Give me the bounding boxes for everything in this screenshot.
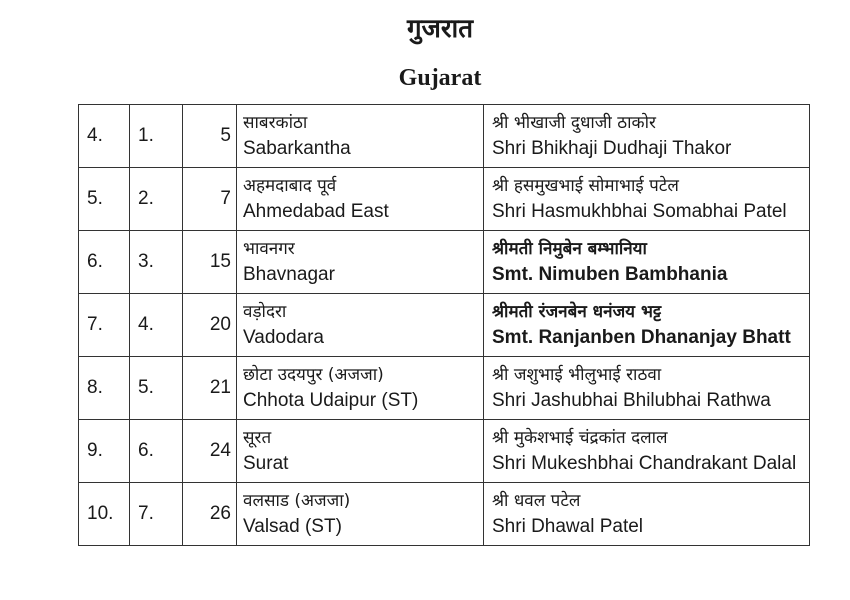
constituency-english: Ahmedabad East xyxy=(243,201,389,222)
constituency-cell xyxy=(237,420,484,483)
candidate-hindi: श्री भीखाजी दुधाजी ठाकोर xyxy=(492,113,656,133)
constituency-cell xyxy=(237,231,484,294)
candidate-english: Shri Mukeshbhai Chandrakant Dalal xyxy=(492,453,797,474)
candidate-cell xyxy=(484,483,810,546)
candidate-hindi: श्रीमती रंजनबेन धनंजय भट्ट xyxy=(492,302,662,322)
candidate-table xyxy=(78,104,810,546)
serial-cell: 8. xyxy=(79,357,130,420)
candidate-english: Smt. Nimuben Bambhania xyxy=(492,264,728,285)
state-serial-cell: 1. xyxy=(130,105,183,168)
candidate-hindi: श्री हसमुखभाई सोमाभाई पटेल xyxy=(492,176,679,196)
state-serial-cell: 7. xyxy=(130,483,183,546)
candidate-english: Shri Dhawal Patel xyxy=(492,516,644,537)
constituency-hindi: वलसाड (अजजा) xyxy=(243,491,351,511)
state-serial-cell: 4. xyxy=(130,294,183,357)
state-serial-cell: 5. xyxy=(130,357,183,420)
serial-cell: 5. xyxy=(79,168,130,231)
table-row xyxy=(79,420,810,483)
page-title-hindi: गुजरात xyxy=(406,14,474,44)
state-serial-cell: 2. xyxy=(130,168,183,231)
constituency-cell xyxy=(237,357,484,420)
candidate-english: Shri Jashubhai Bhilubhai Rathwa xyxy=(492,390,771,411)
candidate-english: Shri Bhikhaji Dudhaji Thakor xyxy=(492,138,732,159)
candidate-cell xyxy=(484,357,810,420)
constituency-english: Chhota Udaipur (ST) xyxy=(243,390,419,411)
constituency-english: Bhavnagar xyxy=(243,264,335,285)
table-row xyxy=(79,357,810,420)
candidate-cell xyxy=(484,105,810,168)
candidate-english: Smt. Ranjanben Dhananjay Bhatt xyxy=(492,327,791,348)
serial-cell: 4. xyxy=(79,105,130,168)
table-row xyxy=(79,231,810,294)
constituency-cell xyxy=(237,294,484,357)
candidate-cell xyxy=(484,420,810,483)
constituency-hindi: साबरकांठा xyxy=(243,113,308,133)
constituency-cell xyxy=(237,483,484,546)
constituency-english: Surat xyxy=(243,453,289,474)
candidate-cell xyxy=(484,294,810,357)
candidate-hindi: श्रीमती निमुबेन बम्भानिया xyxy=(492,239,647,259)
candidate-hindi: श्री धवल पटेल xyxy=(492,491,581,511)
serial-cell: 6. xyxy=(79,231,130,294)
candidate-english: Shri Hasmukhbhai Somabhai Patel xyxy=(492,201,787,222)
constituency-hindi: छोटा उदयपुर (अजजा) xyxy=(243,365,384,385)
candidate-hindi: श्री जशुभाई भीलुभाई राठवा xyxy=(492,365,662,385)
pc-number-cell: 20 xyxy=(183,294,237,357)
constituency-hindi: सूरत xyxy=(243,428,272,448)
serial-cell: 9. xyxy=(79,420,130,483)
constituency-cell xyxy=(237,168,484,231)
constituency-english: Valsad (ST) xyxy=(243,516,342,537)
pc-number-cell: 5 xyxy=(183,105,237,168)
constituency-hindi: वड़ोदरा xyxy=(243,302,287,322)
constituency-hindi: अहमदाबाद पूर्व xyxy=(243,176,337,196)
constituency-english: Vadodara xyxy=(243,327,324,348)
candidate-hindi: श्री मुकेशभाई चंद्रकांत दलाल xyxy=(492,428,668,448)
candidate-table-body xyxy=(79,105,810,546)
candidate-cell xyxy=(484,231,810,294)
candidate-cell xyxy=(484,168,810,231)
pc-number-cell: 7 xyxy=(183,168,237,231)
pc-number-cell: 21 xyxy=(183,357,237,420)
pc-number-cell: 26 xyxy=(183,483,237,546)
pc-number-cell: 15 xyxy=(183,231,237,294)
state-serial-cell: 6. xyxy=(130,420,183,483)
page-title-english: Gujarat xyxy=(398,65,482,91)
table-row xyxy=(79,294,810,357)
pc-number-cell: 24 xyxy=(183,420,237,483)
table-row xyxy=(79,483,810,546)
table-row xyxy=(79,105,810,168)
serial-cell: 7. xyxy=(79,294,130,357)
serial-cell: 10. xyxy=(79,483,130,546)
constituency-cell xyxy=(237,105,484,168)
state-serial-cell: 3. xyxy=(130,231,183,294)
constituency-hindi: भावनगर xyxy=(243,239,295,259)
table-row xyxy=(79,168,810,231)
constituency-english: Sabarkantha xyxy=(243,138,351,159)
